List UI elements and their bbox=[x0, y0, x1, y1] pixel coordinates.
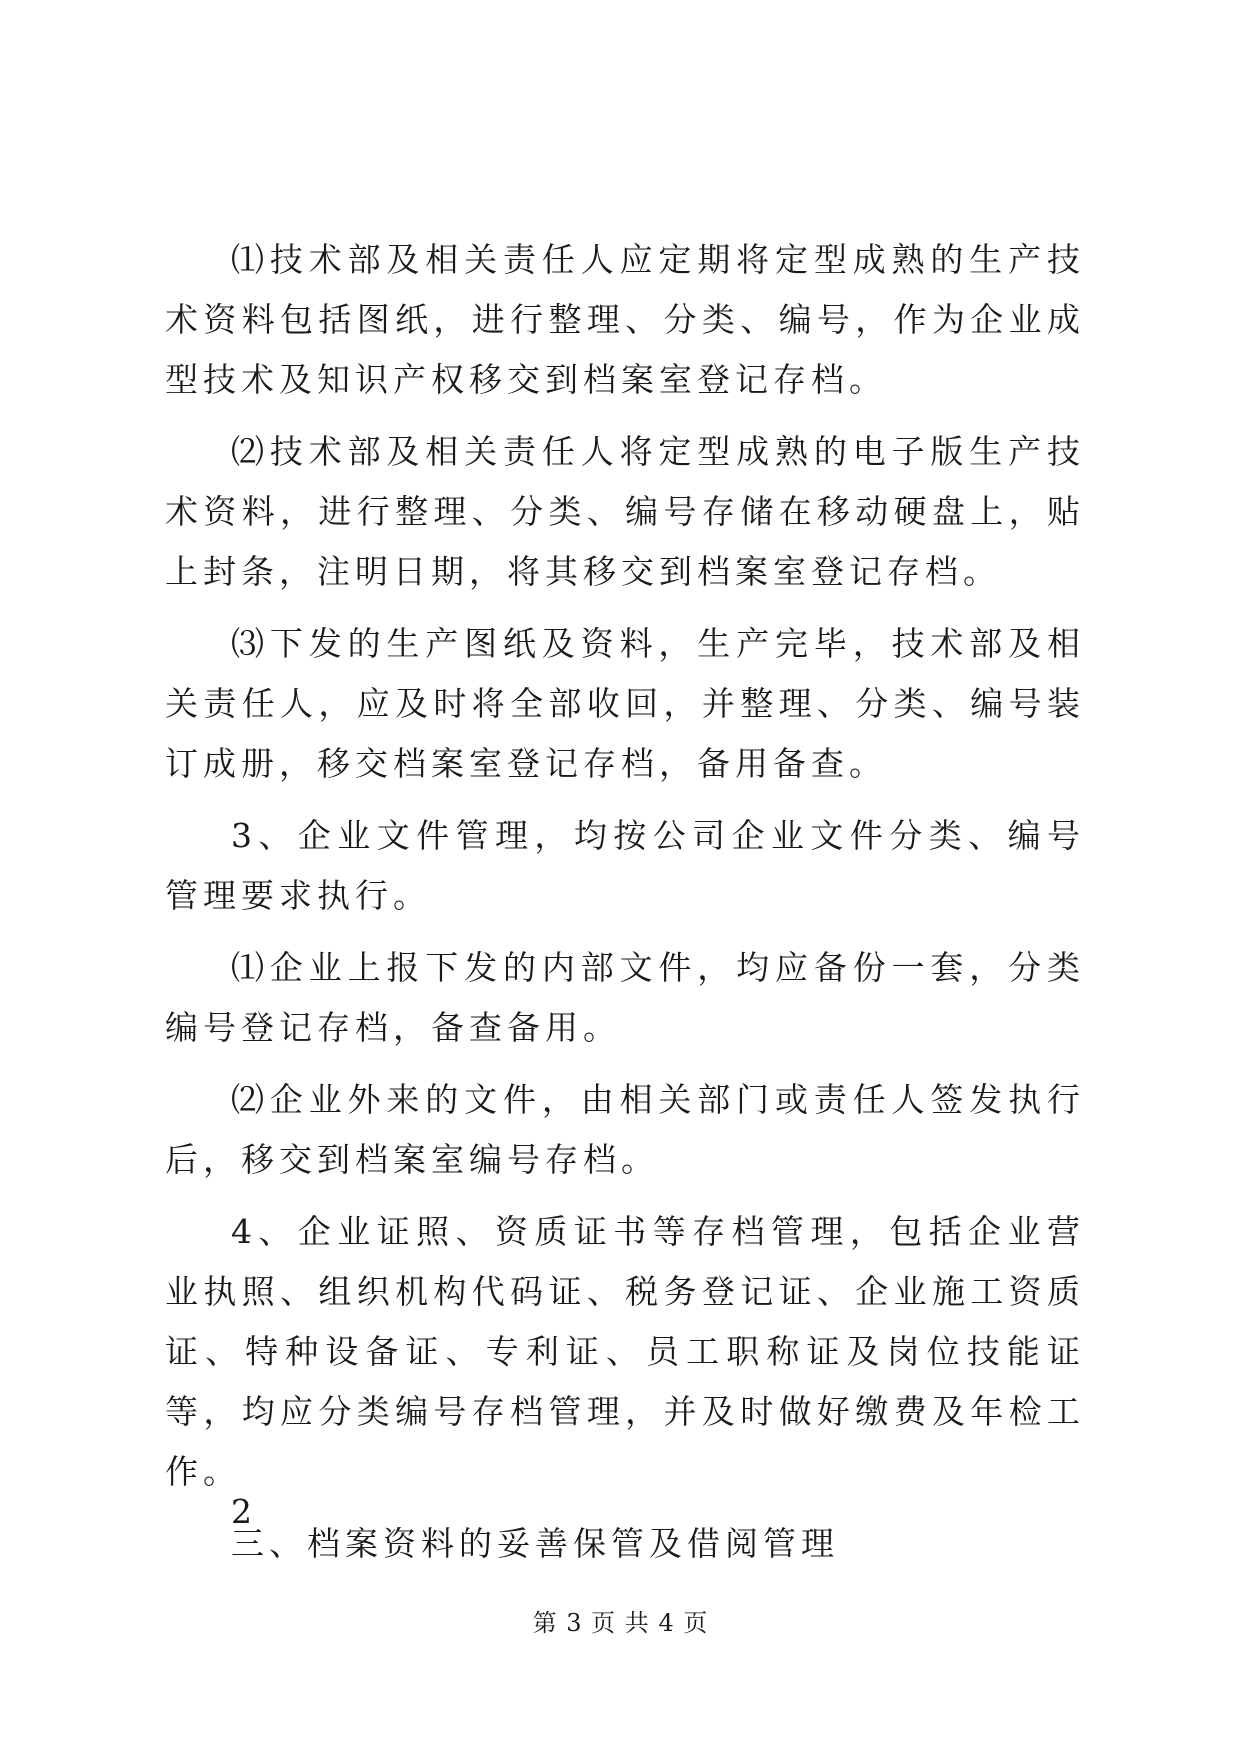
paragraph-enterprise-documents: 3、企业文件管理，均按公司企业文件分类、编号管理要求执行。 bbox=[165, 816, 1085, 915]
paragraph-internal-documents: ⑴企业上报下发的内部文件，均应备份一套，分类编号登记存档，备查备用。 bbox=[165, 948, 1085, 1047]
paragraph-certificates: 4、企业证照、资质证书等存档管理，包括企业营业执照、组织机构代码证、税务登记证、企业施工资质证、特种设备证、专利证、员工职称证及岗位技能证等，均应分类编号存档管理，并及时做好缴费及年检工作。 bbox=[165, 1212, 1085, 1491]
page-footer: 第 3 页 共 4 页 bbox=[532, 1609, 709, 1637]
section-heading: 三、档案资料的妥善保管及借阅管理 bbox=[231, 1524, 839, 1563]
document-body bbox=[165, 230, 1085, 1586]
paragraph-external-documents: ⑵企业外来的文件，由相关部门或责任人签发执行后，移交到档案室编号存档。 bbox=[165, 1080, 1085, 1179]
inline-page-number: 2 bbox=[231, 1492, 257, 1531]
paragraph-technical-materials: ⑴技术部及相关责任人应定期将定型成熟的生产技术资料包括图纸，进行整理、分类、编号，作为企业成型技术及知识产权移交到档案室登记存档。 bbox=[165, 240, 1085, 399]
paragraph-electronic-materials: ⑵技术部及相关责任人将定型成熟的电子版生产技术资料，进行整理、分类、编号存储在移动硬盘上，贴上封条，注明日期，将其移交到档案室登记存档。 bbox=[165, 432, 1085, 591]
paragraph-drawings-recall: ⑶下发的生产图纸及资料，生产完毕，技术部及相关责任人，应及时将全部收回，并整理、分类、编号装订成册，移交档案室登记存档，备用备查。 bbox=[165, 624, 1085, 783]
